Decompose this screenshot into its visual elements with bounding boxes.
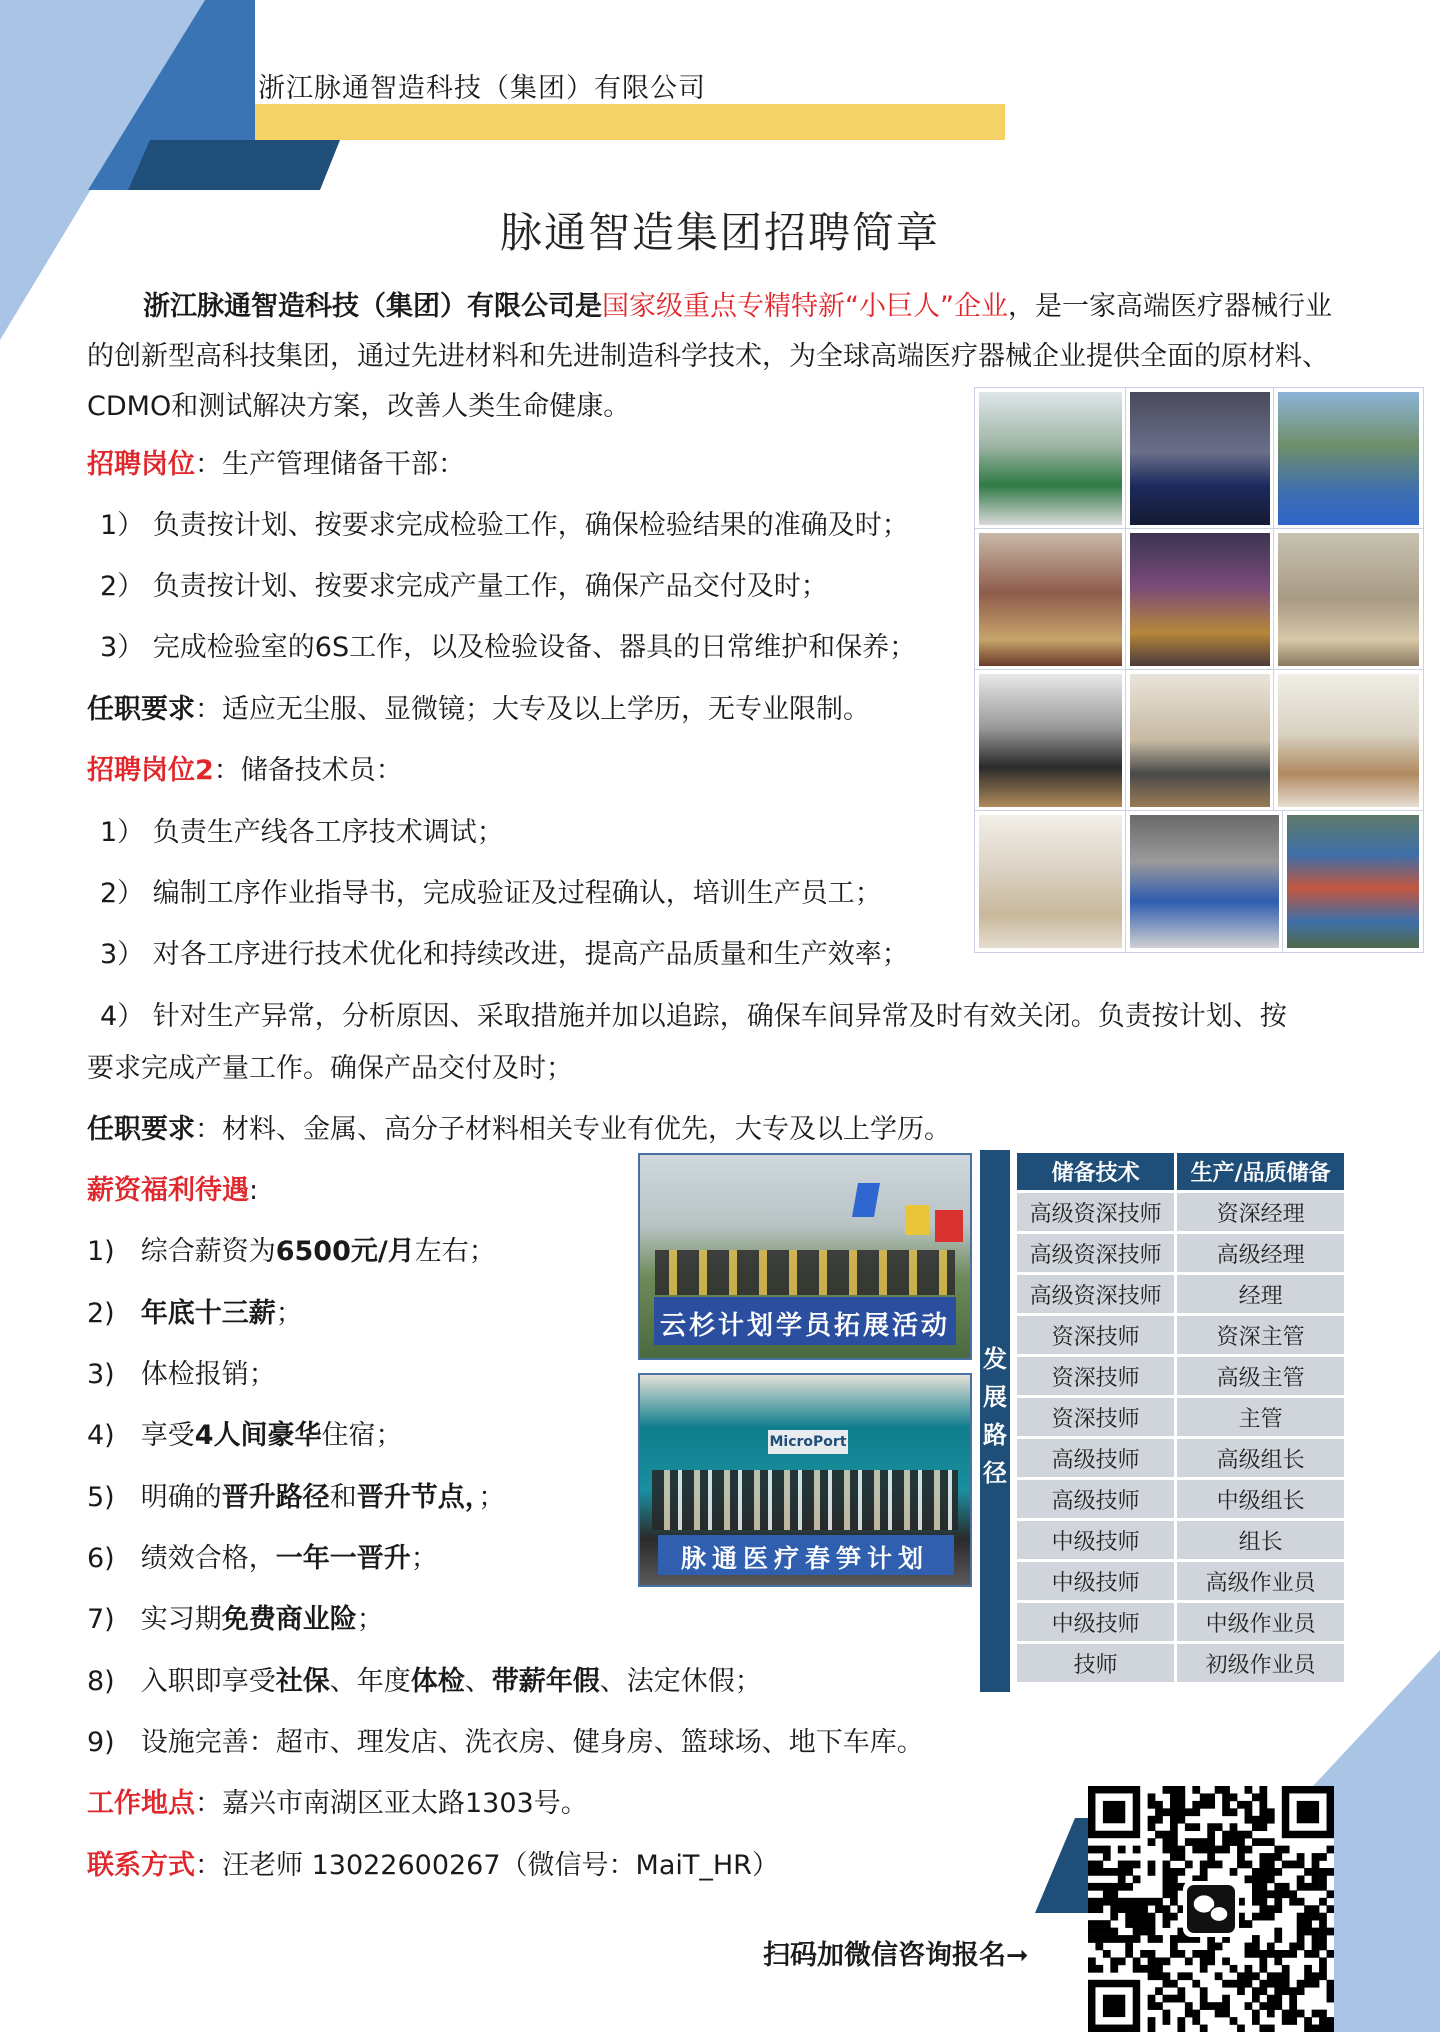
table-row <box>1017 1644 1344 1682</box>
reserve-tech-cell: 中级技师 <box>1017 1603 1174 1641</box>
benefit-num: 8) <box>87 1666 115 1697</box>
benefit-text: 实习期 <box>140 1604 222 1635</box>
photo-activity <box>1274 529 1423 670</box>
benefit-text: 设施完善：超市、理发店、洗衣房、健身房、篮球场、地下车库。 <box>140 1727 924 1758</box>
location-label: 工作地点 <box>87 1788 195 1819</box>
table-row <box>1017 1398 1344 1436</box>
benefit-7 <box>87 1600 384 1640</box>
reserve-tech-cell: 资深技师 <box>1017 1398 1174 1436</box>
benefit-text: ； <box>356 1604 384 1635</box>
benefit-bold: 免费商业险 <box>221 1604 357 1635</box>
production-quality-cell: 经理 <box>1177 1275 1344 1313</box>
production-quality-cell: 高级主管 <box>1177 1357 1344 1395</box>
benefit-num: 7) <box>87 1604 115 1635</box>
column-header: 生产/品质储备 <box>1177 1153 1344 1190</box>
benefits-label: 薪资福利待遇 <box>87 1175 249 1206</box>
intro-company: 浙江脉通智造科技（集团）有限公司是 <box>143 291 602 322</box>
benefits-colon: : <box>249 1175 259 1206</box>
benefit-num: 4) <box>87 1420 115 1451</box>
table-row <box>1017 1562 1344 1600</box>
benefit-2 <box>87 1294 303 1334</box>
wechat-qr-code <box>1088 1786 1334 2032</box>
job2-req-text: ：材料、金属、高分子材料相关专业有优先，大专及以上学历。 <box>195 1114 951 1145</box>
job1-requirement <box>87 690 870 730</box>
table-row <box>1017 1275 1344 1313</box>
job1-req-text: ：适应无尘服、显微镜；大专及以上学历，无专业限制。 <box>195 694 870 725</box>
production-quality-cell: 初级作业员 <box>1177 1644 1344 1682</box>
production-quality-cell: 高级作业员 <box>1177 1562 1344 1600</box>
benefit-num: 9) <box>87 1727 115 1758</box>
career-path-side-label <box>980 1340 1010 1492</box>
benefit-text: 综合薪资为 <box>140 1236 276 1267</box>
benefits-heading <box>87 1171 258 1211</box>
job1-duty-2: 2） 负责按计划、按要求完成产量工作，确保产品交付及时； <box>100 571 828 602</box>
table-row <box>1017 1234 1344 1272</box>
benefit-text: 享受 <box>140 1420 195 1451</box>
flag-red <box>935 1210 963 1242</box>
reserve-tech-cell: 高级资深技师 <box>1017 1275 1174 1313</box>
benefit-text: 体检报销； <box>140 1359 276 1390</box>
job2-requirement <box>87 1110 951 1150</box>
reserve-tech-cell: 资深技师 <box>1017 1357 1174 1395</box>
job2-duty-3: 3） 对各工序进行技术优化和持续改进，提高产品质量和生产效率； <box>100 939 909 970</box>
benefit-text: 和 <box>329 1482 357 1513</box>
photo-archery <box>1274 388 1423 529</box>
work-location <box>87 1784 588 1824</box>
benefit-bold: 社保 <box>275 1666 330 1697</box>
side-char: 发 <box>983 1345 1007 1373</box>
job2-title: ：储备技术员： <box>213 755 403 786</box>
production-quality-cell: 资深主管 <box>1177 1316 1344 1354</box>
benefit-text: 绩效合格， <box>140 1543 276 1574</box>
contact-text: ：汪老师 13022600267（微信号：MaiT_HR） <box>195 1850 779 1881</box>
benefit-bold: 晋升路径 <box>221 1482 330 1513</box>
benefit-bold: 晋升节点， <box>356 1482 479 1513</box>
career-path-table <box>980 1150 1347 1692</box>
job1-req-label: 任职要求 <box>87 694 195 725</box>
job2-duty-4-line1: 4） 针对生产异常，分析原因、采取措施并加以追踪，确保车间异常及时有效关闭。负责按计划、按 <box>100 1001 1287 1032</box>
job1-duty-3: 3） 完成检验室的6S工作，以及检验设备、器具的日常维护和保养； <box>100 632 917 663</box>
microport-logo: MicroPort <box>768 1430 848 1454</box>
benefit-text: ； <box>410 1543 438 1574</box>
benefit-bold: 6500元/月 <box>275 1236 415 1267</box>
table-row <box>1017 1439 1344 1477</box>
benefit-num: 5) <box>87 1482 115 1513</box>
photo-canteen <box>1126 811 1283 952</box>
reserve-tech-cell: 高级资深技师 <box>1017 1193 1174 1231</box>
production-quality-cell: 组长 <box>1177 1521 1344 1559</box>
benefit-8 <box>87 1662 762 1702</box>
photo-gym <box>975 670 1126 811</box>
benefit-9 <box>87 1723 924 1763</box>
photo-lounge <box>1126 670 1274 811</box>
table-row <box>1017 1480 1344 1518</box>
photo-dormitory <box>1274 670 1423 811</box>
photo-basketball-court <box>1283 811 1423 952</box>
side-char: 展 <box>983 1383 1007 1411</box>
benefit-text: 明确的 <box>140 1482 222 1513</box>
benefit-5 <box>87 1478 505 1518</box>
benefit-num: 6) <box>87 1543 115 1574</box>
reserve-tech-cell: 高级技师 <box>1017 1480 1174 1518</box>
benefit-bold: 一年一晋升 <box>275 1543 411 1574</box>
banner-text-2: 脉通医疗春笋计划 <box>680 1544 929 1573</box>
benefit-bold: 体检 <box>410 1666 465 1697</box>
benefit-num: 1) <box>87 1236 115 1267</box>
reserve-tech-cell: 高级技师 <box>1017 1439 1174 1477</box>
scan-caption: 扫码加微信咨询报名➞ <box>763 1940 1029 1971</box>
company-photo-grid <box>975 388 1435 948</box>
intro-rest: ，是一家高端医疗器械行业的创新型高科技集团，通过先进材料和先进制造科学技术，为全球高端医疗器械企业提供全面的原材料、CDMO和测试解决方案，改善人类生命健康。 <box>87 291 1332 422</box>
benefit-text: 住宿； <box>321 1420 403 1451</box>
job2-req-label: 任职要求 <box>87 1114 195 1145</box>
benefit-text: 、年度 <box>329 1666 411 1697</box>
job2-duty-1: 1） 负责生产线各工序技术调试； <box>100 817 504 848</box>
benefit-6 <box>87 1539 438 1579</box>
team-photo-outdoor <box>638 1153 972 1360</box>
benefit-text: 、 <box>464 1666 492 1697</box>
people-group <box>652 1470 958 1530</box>
photo-products <box>975 388 1126 529</box>
photo-stage-event <box>1126 388 1274 529</box>
reserve-tech-cell: 技师 <box>1017 1644 1174 1682</box>
table-row <box>1017 1193 1344 1231</box>
photo-barber-shop <box>975 811 1126 952</box>
career-path-grid <box>1014 1150 1347 1685</box>
production-quality-cell: 主管 <box>1177 1398 1344 1436</box>
column-header: 储备技术 <box>1017 1153 1174 1190</box>
job1-duty-1: 1） 负责按计划、按要求完成检验工作，确保检验结果的准确及时； <box>100 510 909 541</box>
table-row <box>1017 1521 1344 1559</box>
benefit-num: 3) <box>87 1359 115 1390</box>
benefit-text: 、法定休假； <box>599 1666 762 1697</box>
photo-party <box>975 529 1126 670</box>
table-row <box>1017 1357 1344 1395</box>
production-quality-cell: 中级组长 <box>1177 1480 1344 1518</box>
benefit-bold: 年底十三薪 <box>140 1298 276 1329</box>
benefit-3 <box>87 1355 276 1395</box>
production-quality-cell: 中级作业员 <box>1177 1603 1344 1641</box>
side-char: 路 <box>983 1421 1007 1449</box>
job1-heading <box>87 445 465 485</box>
qr-decoration <box>1035 1818 1090 1913</box>
page-title: 脉通智造集团招聘简章 <box>499 208 940 257</box>
contact-info <box>87 1846 779 1886</box>
reserve-tech-cell: 中级技师 <box>1017 1562 1174 1600</box>
reserve-tech-cell: 高级资深技师 <box>1017 1234 1174 1272</box>
company-header: 浙江脉通智造科技（集团）有限公司 <box>258 73 706 104</box>
job1-label: 招聘岗位 <box>87 449 195 480</box>
side-char: 径 <box>983 1459 1007 1487</box>
location-text: ：嘉兴市南湖区亚太路1303号。 <box>195 1788 588 1819</box>
production-quality-cell: 高级经理 <box>1177 1234 1344 1272</box>
flag-blue <box>852 1183 880 1217</box>
career-path-rows <box>1017 1193 1344 1682</box>
flag-yellow <box>905 1205 929 1235</box>
benefit-text: 左右； <box>414 1236 496 1267</box>
team-photo-indoor <box>638 1373 972 1587</box>
qr-code-graphic <box>1088 1786 1334 2032</box>
benefit-num: 2) <box>87 1298 115 1329</box>
reserve-tech-cell: 资深技师 <box>1017 1316 1174 1354</box>
job2-label: 招聘岗位2 <box>87 755 214 786</box>
benefit-text: 入职即享受 <box>140 1666 276 1697</box>
job1-title: ：生产管理储备干部： <box>195 449 465 480</box>
job2-duty-2: 2） 编制工序作业指导书，完成验证及过程确认，培训生产员工； <box>100 878 882 909</box>
job2-heading <box>87 751 403 791</box>
benefit-bold: 带薪年假 <box>491 1666 600 1697</box>
banner-text-1: 云杉计划学员拓展活动 <box>659 1311 950 1341</box>
production-quality-cell: 资深经理 <box>1177 1193 1344 1231</box>
contact-label: 联系方式 <box>87 1850 195 1881</box>
intro-highlight: 国家级重点专精特新“小巨人”企业 <box>602 291 1008 322</box>
benefit-4 <box>87 1416 403 1456</box>
benefit-bold: 4人间豪华 <box>194 1420 322 1451</box>
reserve-tech-cell: 中级技师 <box>1017 1521 1174 1559</box>
table-row <box>1017 1316 1344 1354</box>
table-row <box>1017 1603 1344 1641</box>
people-row <box>655 1250 955 1295</box>
photo-food-table <box>1126 529 1274 670</box>
benefit-1 <box>87 1232 496 1272</box>
job2-duty-4-line2: 要求完成产量工作。确保产品交付及时； <box>87 1053 573 1084</box>
production-quality-cell: 高级组长 <box>1177 1439 1344 1477</box>
benefit-text: ； <box>478 1482 506 1513</box>
benefit-text: ； <box>275 1298 303 1329</box>
